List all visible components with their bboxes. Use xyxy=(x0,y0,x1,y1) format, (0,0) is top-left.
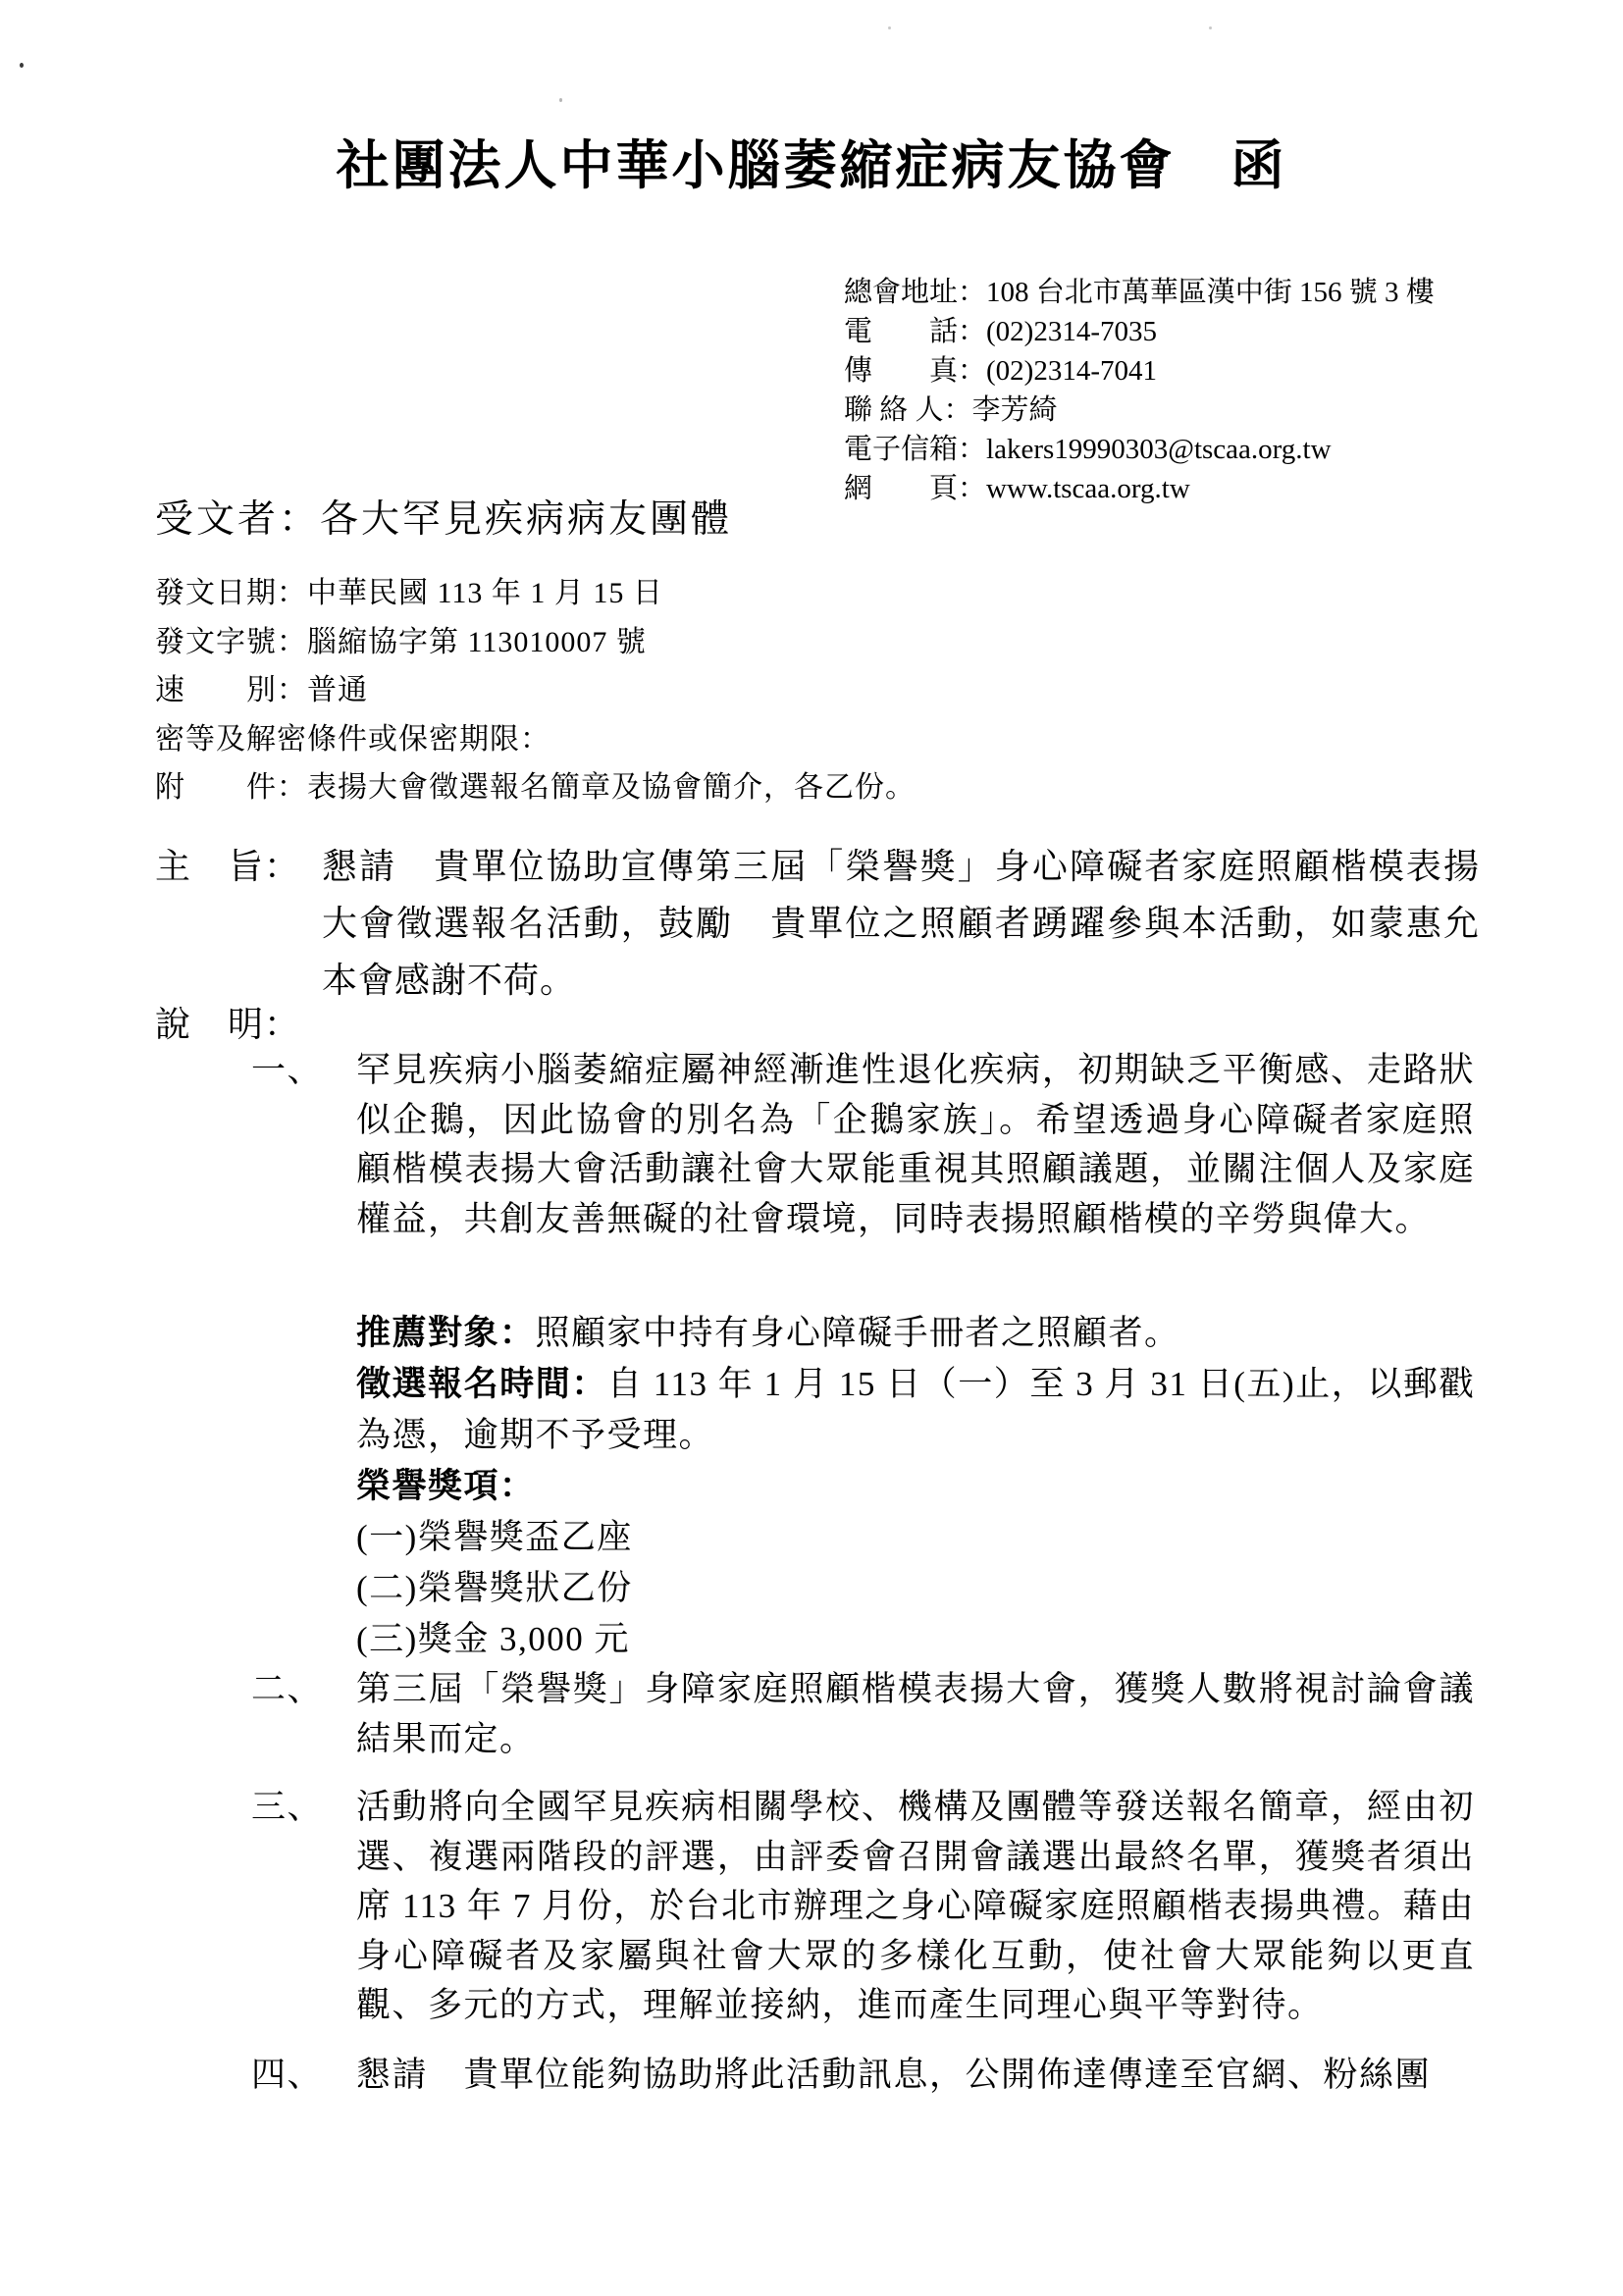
contact-label: 聯 絡 人： xyxy=(844,394,972,426)
contact-value: www.tscaa.org.tw xyxy=(986,473,1190,504)
recommend-target-text: 照顧家中持有身心障礙手冊者之照顧者。 xyxy=(535,1314,1180,1352)
recipient-label: 受文者： xyxy=(155,498,321,541)
award-item-1: (一)榮譽獎盃乙座 xyxy=(356,1518,633,1556)
meta-value: 表揚大會徵選報名簡章及協會簡介，各乙份。 xyxy=(307,771,916,804)
meta-row-number xyxy=(155,618,916,667)
meta-label: 發文日期： xyxy=(155,577,307,609)
item-text: 第三屆「榮譽獎」身障家庭照顧楷模表揚大會，獲獎人數將視討論會議結果而定。 xyxy=(356,1670,1475,1758)
meta-block xyxy=(155,569,916,812)
award-details-block xyxy=(356,1308,1475,1665)
meta-row-attachment xyxy=(155,763,916,812)
contact-value: 108 台北市萬華區漢中街 156 號 3 樓 xyxy=(986,277,1435,308)
contact-label: 電 話： xyxy=(844,316,987,347)
recommend-target-label: 推薦對象： xyxy=(356,1314,536,1352)
subject-label: 主 旨： xyxy=(155,847,301,886)
meta-label: 速 別： xyxy=(155,674,307,706)
explanation-label: 說 明： xyxy=(155,1005,301,1044)
meta-label: 附 件： xyxy=(155,771,307,804)
contact-value: lakers19990303@tscaa.org.tw xyxy=(986,434,1332,465)
explanation-item-3 xyxy=(251,1783,1475,2031)
award-item-2: (二)榮譽獎狀乙份 xyxy=(356,1569,633,1607)
meta-row-secrecy xyxy=(155,715,916,764)
meta-row-speed xyxy=(155,666,916,715)
recipient-line xyxy=(155,489,732,544)
contact-label: 總會地址： xyxy=(844,277,987,308)
explanation-item-2 xyxy=(251,1665,1475,1764)
contact-row-email xyxy=(844,430,1435,469)
contact-label: 傳 真： xyxy=(844,355,987,387)
meta-label: 密等及解密條件或保密期限： xyxy=(155,722,550,756)
contact-label: 網 頁： xyxy=(844,473,987,504)
registration-period-line xyxy=(356,1359,1475,1461)
item-number: 一、 xyxy=(251,1051,324,1089)
recipient-value: 各大罕見疾病病友團體 xyxy=(320,498,733,541)
registration-period-text: 自 113 年 1 月 15 日（一）至 3 月 31 日(五)止，以郵戳為憑，逾期不予受理。 xyxy=(356,1365,1475,1454)
item-text: 罕見疾病小腦萎縮症屬神經漸進性退化疾病，初期缺乏平衡感、走路狀似企鵝，因此協會的別名為「企鵝家族」。希望透過身心障礙者家庭照顧楷模表揚大會活動讓社會大眾能重視其照顧議題，並關注個人及家庭權益，共創友善無礙的社會環境，同時表揚照顧楷模的辛勞與偉大。 xyxy=(356,1051,1475,1238)
item-number: 四、 xyxy=(251,2056,324,2094)
explanation-item-1 xyxy=(251,1046,1475,1244)
subject-text: 懇請 貴單位協助宣傳第三屆「榮譽獎」身心障礙者家庭照顧楷模表揚大會徵選報名活動，鼓勵 貴單位之照顧者踴躍參與本活動，如蒙惠允本會感謝不荷。 xyxy=(322,847,1480,1000)
registration-period-label: 徵選報名時間： xyxy=(356,1365,607,1403)
award-list-label: 榮譽獎項： xyxy=(356,1467,536,1505)
item-text: 懇請 貴單位能夠協助將此活動訊息，公開佈達傳達至官網、粉絲團 xyxy=(356,2056,1432,2094)
scan-speck xyxy=(1209,26,1212,29)
meta-value: 普通 xyxy=(307,674,368,706)
item-number: 二、 xyxy=(251,1670,324,1708)
scan-speck xyxy=(20,63,24,68)
scan-speck xyxy=(559,98,562,102)
contact-row-address xyxy=(844,273,1435,312)
meta-label: 發文字號： xyxy=(155,625,307,658)
scan-speck xyxy=(888,26,891,29)
contact-value: (02)2314-7041 xyxy=(986,355,1157,387)
contact-row-phone xyxy=(844,312,1435,351)
contact-block xyxy=(844,273,1435,508)
explanation-item-4 xyxy=(251,2051,1475,2101)
contact-value: (02)2314-7035 xyxy=(986,316,1157,347)
meta-row-date xyxy=(155,569,916,618)
meta-value: 中華民國 113 年 1 月 15 日 xyxy=(307,577,663,609)
contact-label: 電子信箱： xyxy=(844,434,987,465)
contact-row-person xyxy=(844,391,1435,430)
contact-value: 李芳綺 xyxy=(971,394,1058,426)
contact-row-fax xyxy=(844,351,1435,391)
award-item-3: (三)獎金 3,000 元 xyxy=(356,1620,631,1658)
item-number: 三、 xyxy=(251,1788,324,1826)
item-text: 活動將向全國罕見疾病相關學校、機構及團體等發送報名簡章，經由初選、複選兩階段的評選，由評委會召開會議選出最終名單，獲獎者須出席 113 年 7 月份，於台北市辦理之身心障礙家庭照顧楷表揚典禮。藉由身心障礙者及家屬與社會大眾的多樣化互動，使社會大眾能夠以更直觀、多元的方式，理解並接納，進而產生同理心與平等對待。 xyxy=(356,1788,1475,2024)
subject-section xyxy=(155,838,1480,1009)
contact-row-website xyxy=(844,469,1435,508)
recommend-target-line xyxy=(356,1308,1475,1359)
letter-title: 社團法人中華小腦萎縮症病友協會 函 xyxy=(336,136,1287,195)
meta-value: 腦縮協字第 113010007 號 xyxy=(307,625,647,658)
